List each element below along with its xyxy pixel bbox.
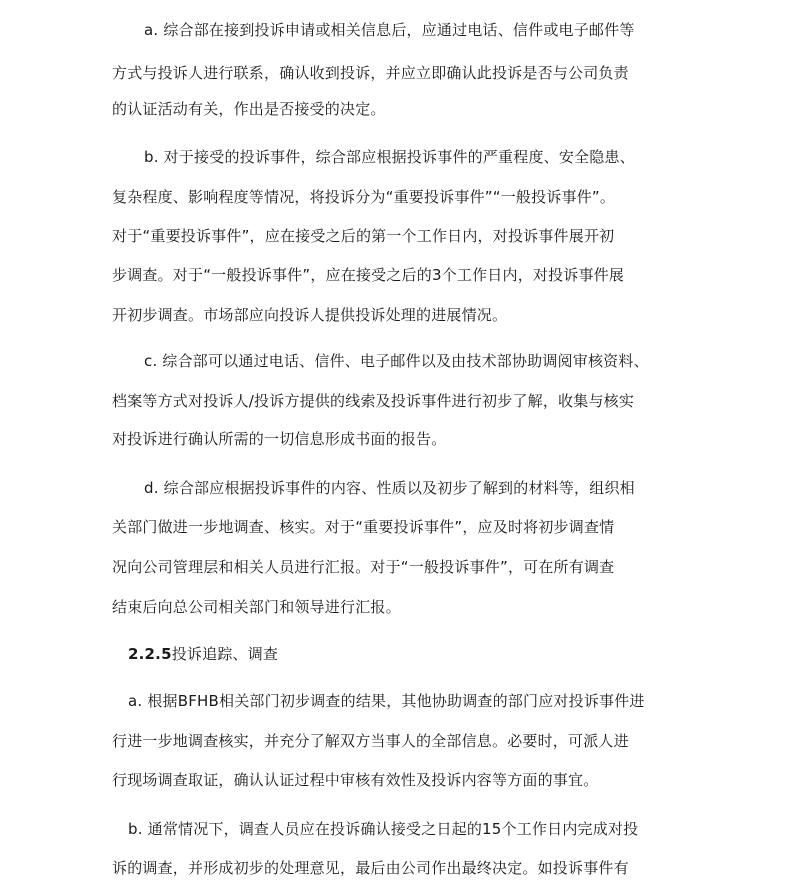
paragraph-b-line-3: 对于“重要投诉事件”，应在接受之后的第一个工作日内，对投诉事件展开初 xyxy=(112,227,615,245)
section-paragraph-a-line-1: a. 根据BFHB相关部门初步调查的结果，其他协助调查的部门应对投诉事件进 xyxy=(128,692,645,710)
paragraph-b-line-5: 开初步调查。市场部应向投诉人提供投诉处理的进展情况。 xyxy=(112,306,508,324)
section-paragraph-a-line-3: 行现场调查取证，确认认证过程中审核有效性及投诉内容等方面的事宜。 xyxy=(112,771,599,789)
section-heading xyxy=(128,644,278,664)
paragraph-b-line-2: 复杂程度、影响程度等情况，将投诉分为“重要投诉事件”“一般投诉事件”。 xyxy=(112,188,616,206)
paragraph-a-line-2: 方式与投诉人进行联系，确认收到投诉，并应立即确认此投诉是否与公司负责 xyxy=(112,64,629,82)
section-paragraph-b-line-2: 诉的调查，并形成初步的处理意见，最后由公司作出最终决定。如投诉事件有 xyxy=(112,859,629,877)
paragraph-d-line-2: 关部门做进一步地调查、核实。对于“重要投诉事件”，应及时将初步调查情 xyxy=(112,518,615,536)
paragraph-a-line-1: a. 综合部在接到投诉申请或相关信息后，应通过电话、信件或电子邮件等 xyxy=(144,21,635,39)
paragraph-c-line-1: c. 综合部可以通过电话、信件、电子邮件以及由技术部协助调阅审核资料、 xyxy=(144,352,649,370)
paragraph-d-line-3: 况向公司管理层和相关人员进行汇报。对于“一般投诉事件”，可在所有调查 xyxy=(112,558,615,576)
paragraph-c-line-3: 对投诉进行确认所需的一切信息形成书面的报告。 xyxy=(112,430,447,448)
section-title: 投诉追踪、调查 xyxy=(171,645,279,663)
section-paragraph-b-line-1: b. 通常情况下，调查人员应在投诉确认接受之日起的15个工作日内完成对投 xyxy=(128,820,639,838)
paragraph-c-line-2: 档案等方式对投诉人/投诉方提供的线索及投诉事件进行初步了解，收集与核实 xyxy=(112,392,635,410)
paragraph-b-line-4: 步调查。对于“一般投诉事件”，应在接受之后的3个工作日内，对投诉事件展 xyxy=(112,266,625,284)
section-number: 2.2.5 xyxy=(128,645,172,663)
paragraph-d-line-4: 结束后向总公司相关部门和领导进行汇报。 xyxy=(112,598,401,616)
paragraph-b-line-1: b. 对于接受的投诉事件，综合部应根据投诉事件的严重程度、安全隐患、 xyxy=(144,148,635,166)
section-paragraph-a-line-2: 行进一步地调查核实，并充分了解双方当事人的全部信息。必要时，可派人进 xyxy=(112,732,629,750)
paragraph-d-line-1: d. 综合部应根据投诉事件的内容、性质以及初步了解到的材料等，组织相 xyxy=(144,479,635,497)
paragraph-a-line-3: 的认证活动有关，作出是否接受的决定。 xyxy=(112,100,386,118)
